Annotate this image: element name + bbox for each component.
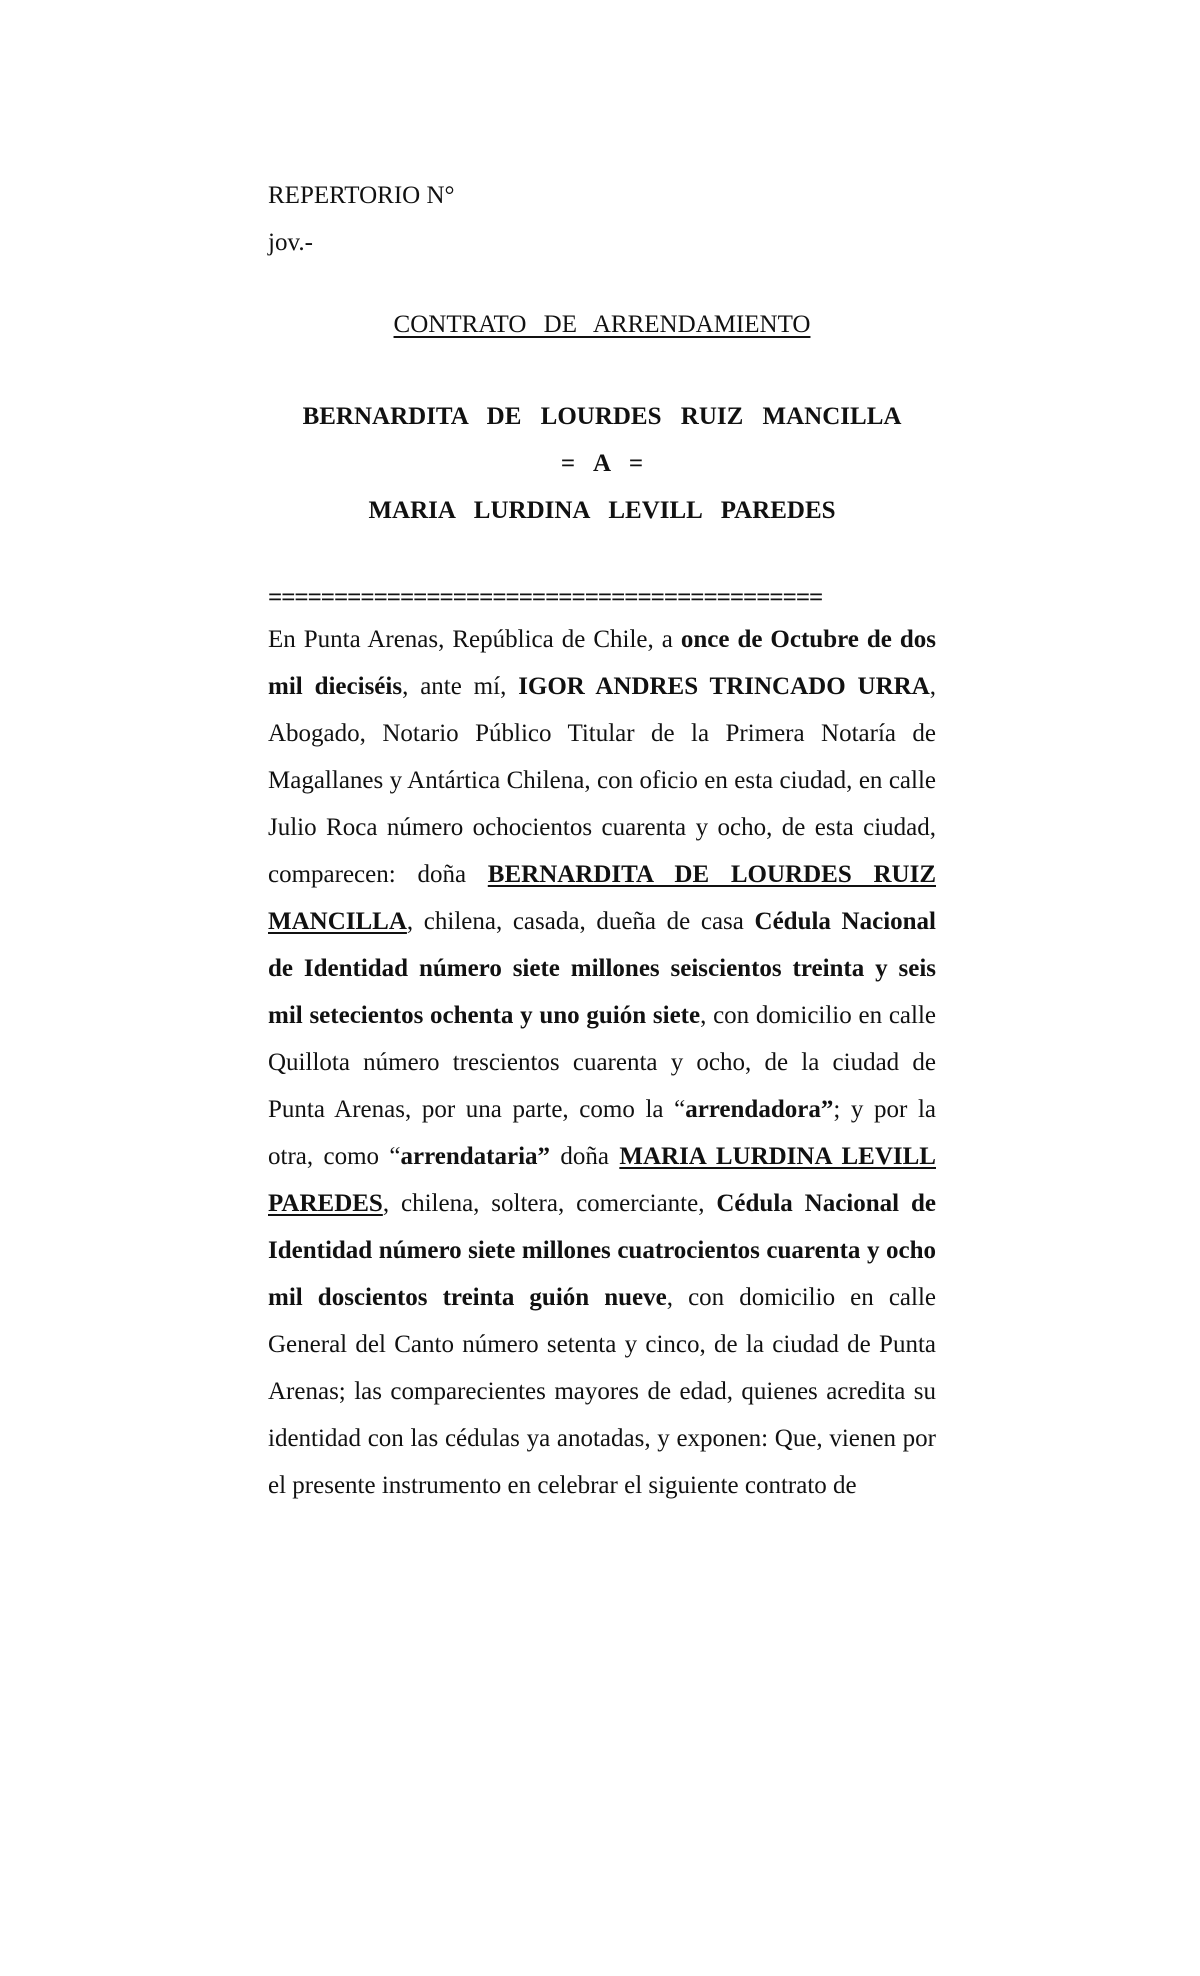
lessor-name: BERNARDITA DE LOURDES RUIZ MANCILLA: [302, 403, 902, 430]
contract-title: CONTRATO DE ARRENDAMIENTO: [393, 311, 811, 338]
body-text-segment: , con domicilio en calle General del Canto número setenta y cinco, de la ciudad de Punta Arenas; las comparecientes mayores de edad, quienes acredita su identidad con las cédulas ya anotadas, y exponen: Que, vienen por el presente instrumento en celebrar el siguiente contrato de: [268, 1284, 936, 1499]
body-text-segment: , ante mí,: [402, 673, 519, 700]
lessor-name-inline: BERNARDITA DE LOURDES RUIZ MANCILLA: [268, 861, 936, 935]
body-text-segment: , con domicilio en calle Quillota número trescientos cuarenta y ocho, de la ciudad de Punta Arenas, por una parte, como la “: [268, 1002, 937, 1123]
body-text-segment: , Abogado, Notario Público Titular de la Primera Notaría de Magallanes y Antártica Chilena, con oficio en esta ciudad, en calle Julio Roca número ochocientos cuarenta y ocho, de esta ciudad, comparecen: doña: [268, 673, 936, 888]
lessor-id-text: Cédula Nacional de Identidad número siete millones seiscientos treinta y seis mil setecientos ochenta y uno guión siete: [268, 908, 936, 1029]
parties-block: [268, 393, 936, 534]
body-text-segment: , chilena, casada, dueña de casa: [406, 908, 755, 935]
document-content: [268, 172, 936, 1509]
lessee-id-text: Cédula Nacional de Identidad número siete millones cuatrocientos cuarenta y ocho mil doscientos treinta guión nueve: [268, 1190, 936, 1311]
initials-line: jov.-: [268, 229, 313, 256]
body-text-segment: doña: [550, 1143, 620, 1170]
body-text-segment: , chilena, soltera, comerciante,: [382, 1190, 717, 1217]
repertorio-line: REPERTORIO N°: [268, 182, 455, 209]
body-text-segment: ; y por la otra, como “: [268, 1096, 936, 1170]
body-text-segment: En Punta Arenas, República de Chile, a: [268, 626, 681, 653]
contract-body: [268, 616, 936, 1509]
lessor-role: arrendadora”: [685, 1096, 834, 1123]
date-text: once de Octubre de dos mil dieciséis: [268, 626, 936, 700]
parties-connector: = A =: [560, 450, 644, 477]
separator-line: ==========================================: [268, 584, 823, 611]
lessee-name: MARIA LURDINA LEVILL PAREDES: [368, 497, 836, 524]
lessee-role: arrendataria”: [400, 1143, 551, 1170]
notary-name: IGOR ANDRES TRINCADO URRA: [518, 673, 930, 700]
lessee-name-inline: MARIA LURDINA LEVILL PAREDES: [268, 1143, 936, 1217]
